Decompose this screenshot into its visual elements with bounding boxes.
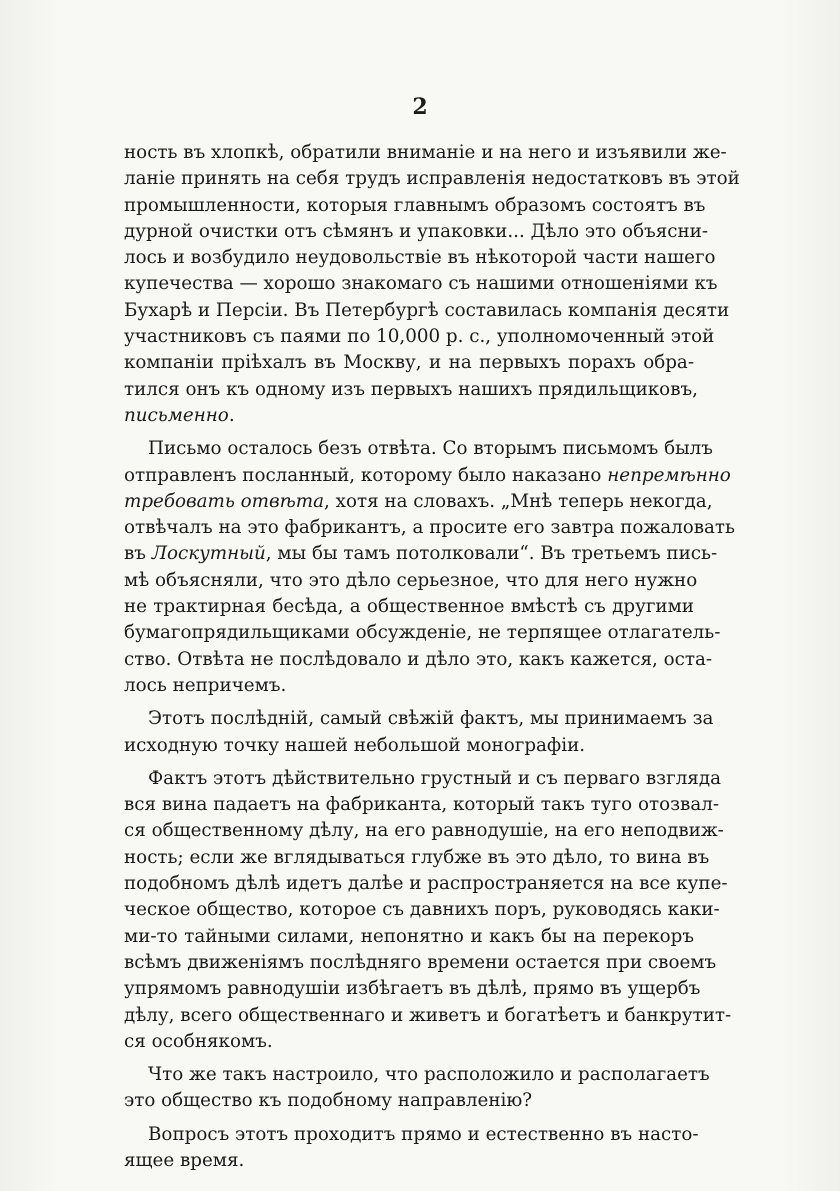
text-line: промышленности, которыя главнымъ образомъ состоятъ въ xyxy=(124,194,706,216)
text-line: компаніи пріѣхалъ въ Москву, и на первыхъ порахъ обра- xyxy=(124,352,694,374)
page-number: 2 xyxy=(412,94,428,120)
paragraph xyxy=(124,1122,699,1175)
text-segment: отправленъ посланный, которому было наказано xyxy=(124,464,608,486)
text-line: Бухарѣ и Персіи. Въ Петербургѣ составилась компанія десяти xyxy=(124,299,730,321)
text-line: это общество къ подобному направленію? xyxy=(124,1090,533,1112)
text-segment: , хотя на словахъ. „Мнѣ теперь некогда, xyxy=(324,490,713,512)
text-line: ность; если же вглядываться глубже въ это дѣло, то вина въ xyxy=(124,846,710,868)
emphasis-text: Лоскутный xyxy=(151,543,266,565)
text-line xyxy=(124,463,731,489)
text-line: ство. Отвѣта не послѣдовало и дѣло это, какъ кажется, оста- xyxy=(124,648,713,670)
text-line: ся общественному дѣлу, на его равнодушіе, на его неподвиж- xyxy=(124,820,724,842)
text-line: ящее время. xyxy=(124,1149,245,1171)
text-line xyxy=(124,403,694,429)
paragraph xyxy=(124,1062,710,1115)
text-line: ность въ хлопкѣ, обратили вниманіе и на него и изъявили же- xyxy=(124,142,727,163)
text-line: ланіе принять на себя трудъ исправленія недостатковъ въ этой xyxy=(124,168,740,190)
body-text xyxy=(124,140,740,1181)
text-line: исходную точку нашей небольшой монографіи. xyxy=(124,734,586,756)
text-line: дѣлу, всего общественнаго и живетъ и богатѣетъ и банкрутит- xyxy=(124,1004,732,1026)
paragraph xyxy=(124,140,740,429)
text-line: подобномъ дѣлѣ идетъ далѣе и распространяется на все купе- xyxy=(124,873,728,895)
paragraph xyxy=(124,436,735,699)
text-line: не трактирная бесѣда, а общественное вмѣстѣ съ другими xyxy=(124,596,694,618)
text-segment: въ xyxy=(124,543,152,565)
text-line: ческое общество, которое съ давнихъ поръ, руководясь каки- xyxy=(124,899,720,921)
text-line: вся вина падаетъ на фабриканта, который такъ туго отозвал- xyxy=(124,794,720,816)
text-line: Письмо осталось безъ отвѣта. Со вторымъ письмомъ былъ xyxy=(148,438,713,460)
text-segment: . xyxy=(228,404,235,426)
text-line: всѣмъ движеніямъ послѣдняго времени остается при своемъ xyxy=(124,951,717,973)
text-line xyxy=(124,541,718,567)
emphasis-text: требовать отвѣта xyxy=(124,490,325,512)
text-line xyxy=(124,489,713,515)
text-line: участниковъ съ паями по 10,000 р. с., уполномоченный этой xyxy=(124,326,715,348)
text-line: отвѣчалъ на это фабрикантъ, а просите его завтра пожаловать xyxy=(124,517,735,539)
text-line: дурной очистки отъ сѣмянъ и упаковки... Дѣло это объясни- xyxy=(124,220,709,242)
emphasis-text: письменно xyxy=(124,404,229,426)
text-line: Что же такъ настроило, что расположило и располагаетъ xyxy=(148,1064,710,1086)
text-line: упрямомъ равнодушіи избѣгаетъ въ дѣлѣ, прямо въ ущербъ xyxy=(124,978,701,1000)
text-line: купечества — хорошо знакомаго съ нашими отношеніями къ xyxy=(124,273,718,295)
text-line: лось непричемъ. xyxy=(124,674,287,696)
text-line: Фактъ этотъ дѣйствительно грустный и съ перваго взгляда xyxy=(148,767,721,789)
text-segment: , мы бы тамъ потолковали“. Въ третьемъ пись- xyxy=(265,543,718,565)
text-line: лось и возбудило неудовольствіе въ нѣкоторой части нашего xyxy=(124,247,716,269)
text-line: тился онъ къ одному изъ первыхъ нашихъ прядильщиковъ, xyxy=(124,378,698,400)
paragraph xyxy=(124,706,714,759)
text-line: Этотъ послѣдній, самый свѣжій фактъ, мы принимаемъ за xyxy=(148,708,714,730)
text-line: бумагопрядильщиками обсужденіе, не терпящее отлагатель- xyxy=(124,622,721,644)
emphasis-text: непремѣнно xyxy=(607,464,731,486)
text-line: ми-то тайными силами, непонятно и какъ бы на перекоръ xyxy=(124,925,694,947)
text-line: ся особнякомъ. xyxy=(124,1030,273,1052)
text-line: Вопросъ этотъ проходитъ прямо и естественно въ насто- xyxy=(148,1123,699,1145)
text-line: мѣ объясняли, что это дѣло серьезное, что для него нужно xyxy=(124,569,698,591)
paragraph xyxy=(124,766,732,1055)
